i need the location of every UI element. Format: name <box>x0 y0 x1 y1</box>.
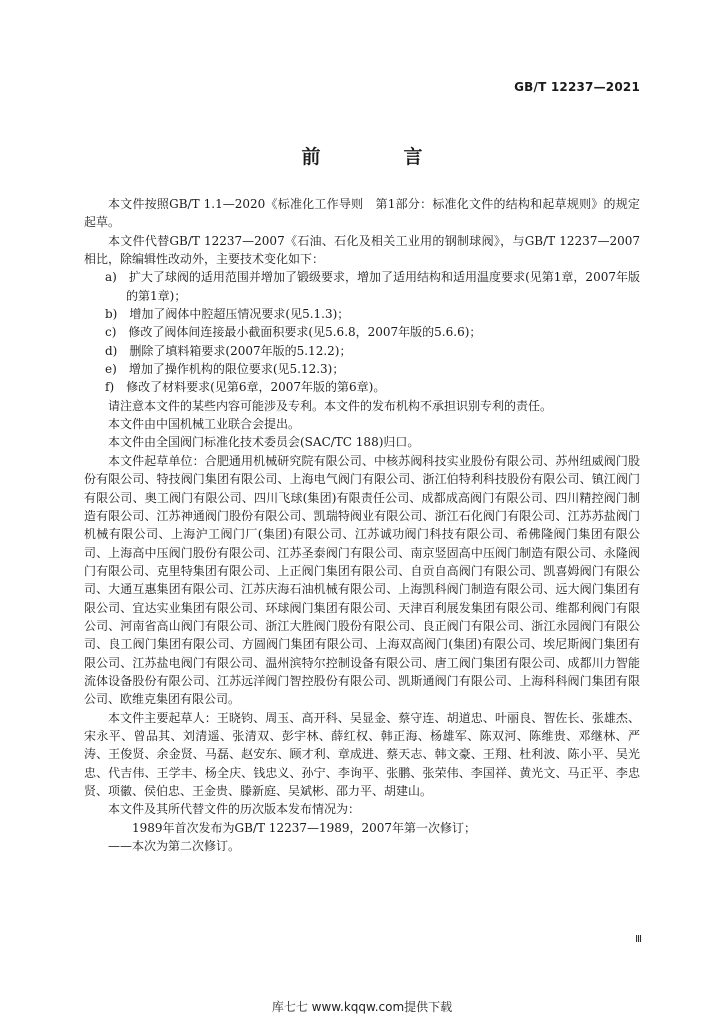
change-item: b) 增加了阀体中腔超压情况要求(见5.1.3)； <box>105 307 350 322</box>
paragraph-proposer: 本文件由中国机械工业联合会提出。 <box>108 417 301 432</box>
standard-code: GB/T 12237—2021 <box>514 80 640 94</box>
change-item: a) 扩大了球阀的适用范围并增加了锻级要求，增加了适用结构和适用温度要求(见第1章，2007年版的第1章)； <box>105 270 640 303</box>
history-item: ——本次为第二次修订。 <box>108 839 241 854</box>
change-item: e) 增加了操作机构的限位要求(见5.12.3)； <box>105 362 345 377</box>
paragraph-patent-notice: 请注意本文件的某些内容可能涉及专利。本文件的发布机构不承担识别专利的责任。 <box>108 398 553 413</box>
change-item: c) 修改了阀体间连接最小截面积要求(见5.6.8，2007年版的5.6.6)； <box>105 325 482 340</box>
change-item: f) 修改了材料要求(见第6章，2007年版的第6章)。 <box>105 380 386 395</box>
download-footer: 库七七 www.kqqw.com提供下载 <box>271 1000 453 1014</box>
page-title: 前 言 <box>301 146 455 168</box>
change-item: d) 删除了填料箱要求(2007年版的5.12.2)； <box>105 343 352 358</box>
paragraph-history-intro: 本文件及其所代替文件的历次版本发布情况为： <box>108 802 361 817</box>
history-item: 1989年首次发布为GB/T 12237—1989，2007年第一次修订； <box>132 820 477 835</box>
paragraph-drafting-units: 本文件起草单位：合肥通用机械研究院有限公司、中核苏阀科技实业股份有限公司、苏州纽威阀门股份有限公司、特技阀门集团有限公司、上海电气阀门有限公司、浙江伯特利科技股份有限公司、镇江阀门有限公司、奥工阀门有限公司、四川飞球(集团)有限责任公司、成都成高阀门有限公司、四川精控阀门制造有限公司、江苏神通阀门股份有限公司、凯瑞特阀业有限公司、浙江石化阀门有限公司、江苏苏盐阀门机械有限公司、上海沪工阀门厂(集团)有限公司、江苏诚功阀门科技有限公司、希佛隆阀门集团有限公司、上海高中压阀门股份有限公司、江苏圣泰阀门有限公司、南京竖固高中压阀门制造有限公司、永隆阀门有限公司、克里特集团有限公司、上正阀门集团有限公司、自贡自高阀门有限公司、凯喜姆阀门有限公司、大通互惠集团有限公司、江苏庆海石油机械有限公司、上海凯科阀门制造有限公司、远大阀门集团有限公司、宜达实业集团有限公司、环球阀门集团有限公司、天津百利展发集团有限公司、维都利阀门有限公司、河南省高山阀门有限公司、浙江大胜阀门股份有限公司、良正阀门有限公司、浙江永园阀门有限公司、良工阀门集团有限公司、方圆阀门集团有限公司、上海双高阀门(集团)有限公司、埃尼斯阀门集团有限公司、江苏盐电阀门有限公司、温州滨特尔控制设备有限公司、唐工阀门集团有限公司、成都川力智能流体设备股份有限公司、江苏远洋阀门智控股份有限公司、凯斯通阀门有限公司、上海科科阀门集团有限公司、欧维克集团有限公司。 <box>84 453 640 707</box>
page-number: Ⅲ <box>635 934 642 945</box>
paragraph-replacement: 本文件代替GB/T 12237—2007《石油、石化及相关工业用的钢制球阀》，与GB/T 12237—2007相比，除编辑性改动外，主要技术变化如下： <box>84 233 640 267</box>
paragraph-drafters: 本文件主要起草人：王晓钧、周玉、高开科、吴显金、蔡守连、胡道忠、叶丽良、智佐长、张雄杰、宋永平、曾品其、刘清遥、张清双、彭宇林、薛红权、韩正海、杨雄军、陈双河、陈维贵、邓继林、严涛、王俊贤、余金贤、马磊、赵安东、顾才利、章成进、蔡天志、韩文豪、王翔、杜利波、陈小平、吴光忠、代吉伟、王学丰、杨全庆、钱忠义、孙宁、李询平、张鹏、张荣伟、李国祥、黄光文、马正平、李忠贤、项徽、侯伯忠、王金贵、滕新庭、吴斌彬、邵力平、胡建山。 <box>84 710 640 798</box>
foreword-body <box>84 195 640 855</box>
paragraph-committee: 本文件由全国阀门标准化技术委员会(SAC/TC 188)归口。 <box>108 435 420 450</box>
paragraph-drafting-rules: 本文件按照GB/T 1.1—2020《标准化工作导则 第1部分：标准化文件的结构和起草规则》的规定起草。 <box>84 197 640 230</box>
